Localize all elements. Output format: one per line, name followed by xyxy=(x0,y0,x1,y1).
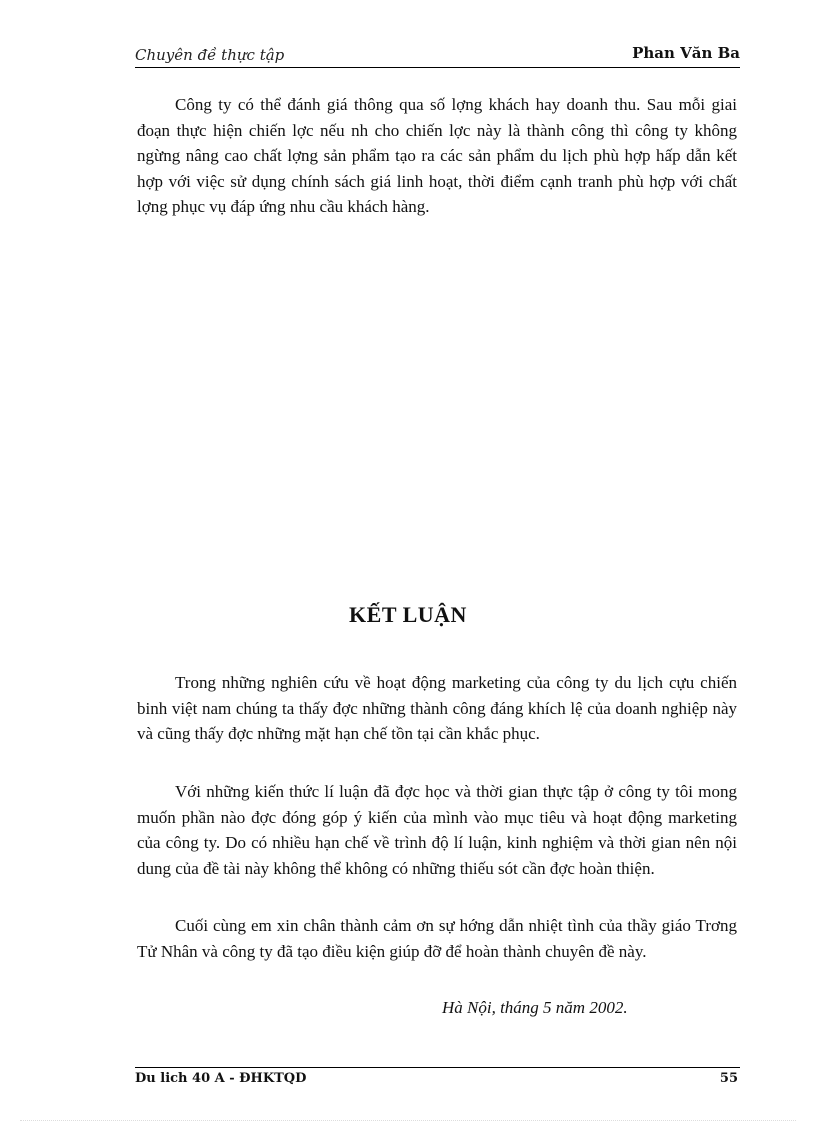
header-subtitle: Chuyên đề thực tập xyxy=(135,46,285,64)
conclusion-paragraph-2: Với những kiến thức lí luận đã đợc học và thời gian thực tập ở công ty tôi mong muốn phần nào đợc đóng góp ý kiến của mình vào mục tiêu và hoạt động marketing của công ty. Do có nhiều hạn chế về trình độ lí luận, kinh nghiệm và thời gian nên nội dung của đề tài này không thể không có những thiếu sót cần đợc hoàn thiện. xyxy=(137,782,737,878)
conclusion-paragraph-1: Trong những nghiên cứu về hoạt động marketing của công ty du lịch cựu chiến binh việt nam chúng ta thấy đợc những thành công đáng khích lệ của doanh nghiệp này và cũng thấy đợc những mặt hạn chế tồn tại cần khắc phục. xyxy=(137,673,737,743)
page-number: 55 xyxy=(719,1071,738,1086)
body-paragraph: Công ty có thể đánh giá thông qua số lợng khách hay doanh thu. Sau mỗi giai đoạn thực hiện chiến lợc nếu nh cho chiến lợc này là thành công thì công ty không ngừng nâng cao chất lợng sản phẩm tạo ra các sản phẩm du lịch phù hợp hấp dẫn kết hợp với việc sử dụng chính sách giá linh hoạt, thời điểm cạnh tranh phù hợp với chất lợng phục vụ đáp ứng nhu cầu khách hàng. xyxy=(137,95,737,216)
header-author: Phan Văn Ba xyxy=(632,44,740,62)
page-bottom-divider xyxy=(20,1120,796,1121)
place-date-signature: Hà Nội, tháng 5 năm 2002. xyxy=(442,998,628,1017)
header-rule xyxy=(135,67,740,68)
footer-rule xyxy=(135,1067,740,1068)
page-header xyxy=(135,40,740,68)
conclusion-paragraph-3: Cuối cùng em xin chân thành cảm ơn sự hớng dẫn nhiệt tình của thầy giáo Trơng Tử Nhân và công ty đã tạo điều kiện giúp đỡ để hoàn thành chuyên đề này. xyxy=(137,916,737,961)
section-title: KẾT LUẬN xyxy=(349,602,467,627)
footer-class-label: Du lich 40 A - ĐHKTQD xyxy=(135,1071,307,1086)
